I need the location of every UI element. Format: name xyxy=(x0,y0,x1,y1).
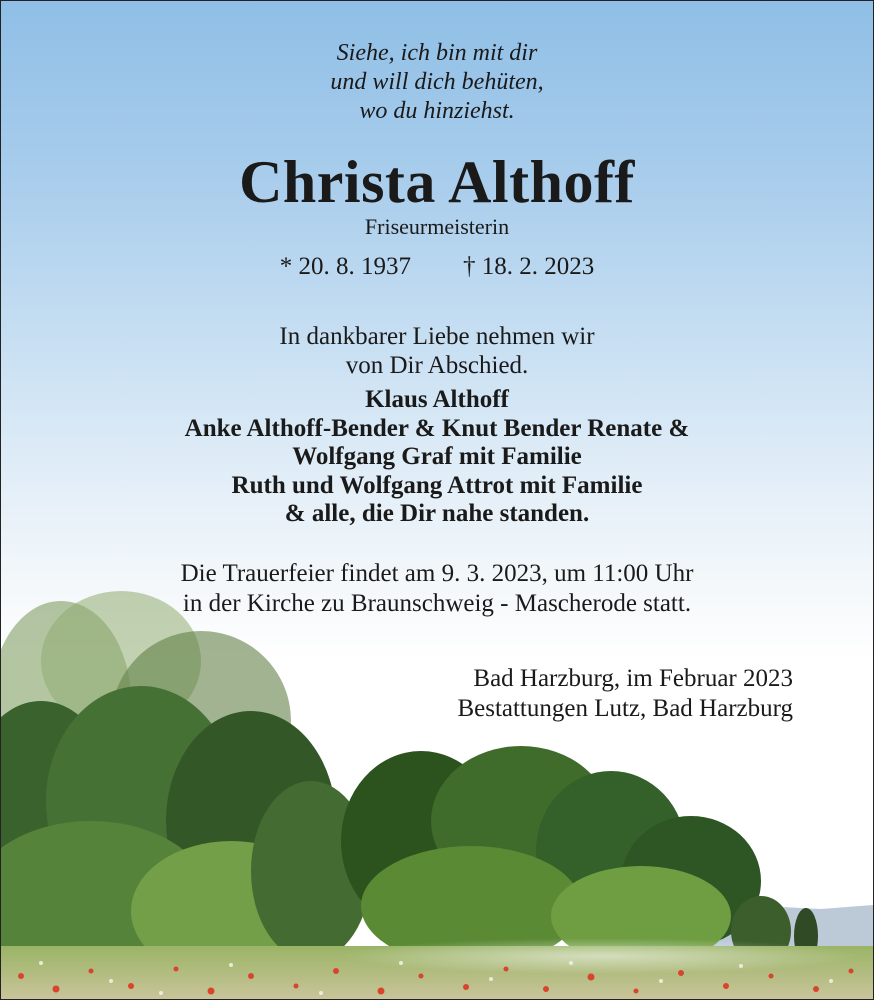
birth-date: * 20. 8. 1937 xyxy=(279,253,411,280)
deceased-name: Christa Althoff xyxy=(239,149,635,215)
deceased-profession: Friseurmeisterin xyxy=(364,214,510,239)
service-line: Die Trauerfeier findet am 9. 3. 2023, um 11:00 Uhr xyxy=(180,560,694,587)
death-date: † 18. 2. 2023 xyxy=(463,253,595,280)
farewell-text xyxy=(1,322,873,380)
service-line: in der Kirche zu Braunschweig - Mascherode statt. xyxy=(182,590,692,617)
mourner-line: Anke Althoff-Bender & Knut Bender Renate & xyxy=(184,414,690,442)
life-dates xyxy=(1,251,873,283)
mourners-list xyxy=(1,386,873,529)
mourner-line: Ruth und Wolfgang Attrot mit Familie xyxy=(231,471,643,499)
quote-line: Siehe, ich bin mit dir xyxy=(336,40,538,66)
mourner-line: Wolfgang Graf mit Familie xyxy=(292,443,582,470)
bible-quote xyxy=(1,39,873,126)
quote-line: wo du hinziehst. xyxy=(359,98,515,124)
closing-block xyxy=(457,664,793,724)
mourner-line: & alle, die Dir nahe standen. xyxy=(284,500,590,527)
farewell-line: In dankbarer Liebe nehmen wir xyxy=(279,323,595,350)
mourner-line: Klaus Althoff xyxy=(365,386,509,413)
quote-line: und will dich behüten, xyxy=(330,69,544,95)
tree-cluster-left xyxy=(1,591,371,981)
undertaker: Bestattungen Lutz, Bad Harzburg xyxy=(457,695,793,722)
place-and-date: Bad Harzburg, im Februar 2023 xyxy=(473,665,793,692)
tree-cluster-right xyxy=(341,746,818,966)
funeral-service-info xyxy=(1,559,873,619)
farewell-line: von Dir Abschied. xyxy=(345,352,529,379)
